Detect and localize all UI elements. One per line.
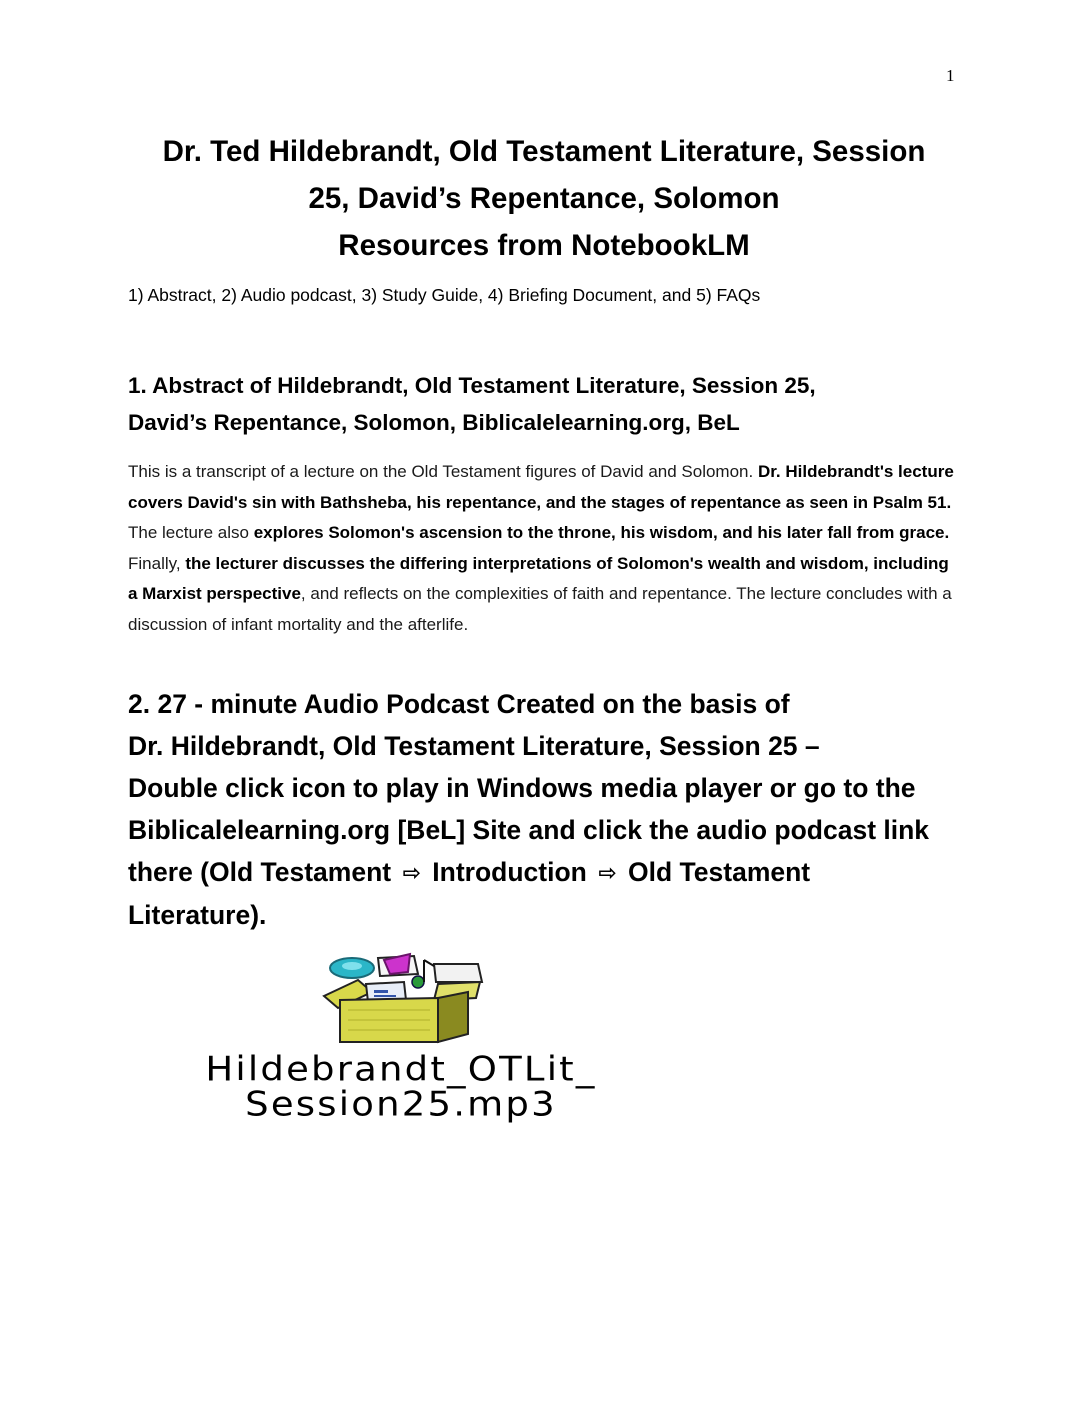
podcast-line-6: Literature). [128,900,267,930]
podcast-line-5 [128,851,978,894]
abstract-paragraph [128,457,958,641]
resource-list: 1) Abstract, 2) Audio podcast, 3) Study Guide, 4) Briefing Document, and 5) FAQs [128,285,761,305]
page-number: 1 [946,66,955,85]
abstract-heading-line-2: David’s Repentance, Solomon, Biblicalelearning.org, BeL [128,410,740,435]
abstract-bold-2: explores Solomon's ascension to the throne, his wisdom, and his later fall from grace. [253,523,950,543]
podcast-line-4: Biblicalelearning.org [BeL] Site and click the audio podcast link [128,815,930,845]
media-filename-line-1: Hildebrandt_OTLit_ [205,1049,597,1089]
podcast-line-1: 2. 27 - minute Audio Podcast Created on the basis of [128,689,790,719]
podcast-line-3: Double click icon to play in Windows media player or go to the [128,773,916,803]
arrow-right-icon: ⇨ [598,860,617,885]
title-line-1: Dr. Ted Hildebrandt, Old Testament Literature, Session [162,135,926,168]
title-line-3: Resources from NotebookLM [338,229,750,262]
podcast-heading [128,683,978,936]
media-filename-label[interactable] [128,1049,674,1124]
media-package-icon[interactable] [318,952,488,1044]
podcast-line-2: Dr. Hildebrandt, Old Testament Literature, Session 25 – [128,731,820,761]
abstract-bold-3: the lecturer discusses the differing interpretations of Solomon's wealth and wisdom, including a Marxist perspective [128,553,949,604]
abstract-text-3: Finally, [128,553,181,573]
title-line-2: 25, David’s Repentance, Solomon [308,182,780,215]
abstract-text-2: The lecture also [128,523,249,543]
nav-introduction: Introduction [432,857,587,887]
arrow-right-icon: ⇨ [402,860,421,885]
nav-old-testament-2: Old Testament [628,857,811,887]
abstract-heading-line-1: 1. Abstract of Hildebrandt, Old Testament Literature, Session 25, [128,373,816,398]
abstract-bold-1: Dr. Hildebrandt's lecture covers David's sin with Bathsheba, his repentance, and the stages of repentance as seen in Psalm 51. [128,462,954,512]
abstract-text-4: , and reflects on the complexities of faith and repentance. The lecture concludes with a discussion of infant mortality and the afterlife. [128,584,952,634]
abstract-text-1: This is a transcript of a lecture on the Old Testament figures of David and Solomon. [128,462,754,481]
document-title [100,128,988,269]
media-filename-line-2: Session25.mp3 [245,1084,557,1124]
abstract-heading [128,367,816,441]
nav-old-testament: there (Old Testament [128,857,392,887]
